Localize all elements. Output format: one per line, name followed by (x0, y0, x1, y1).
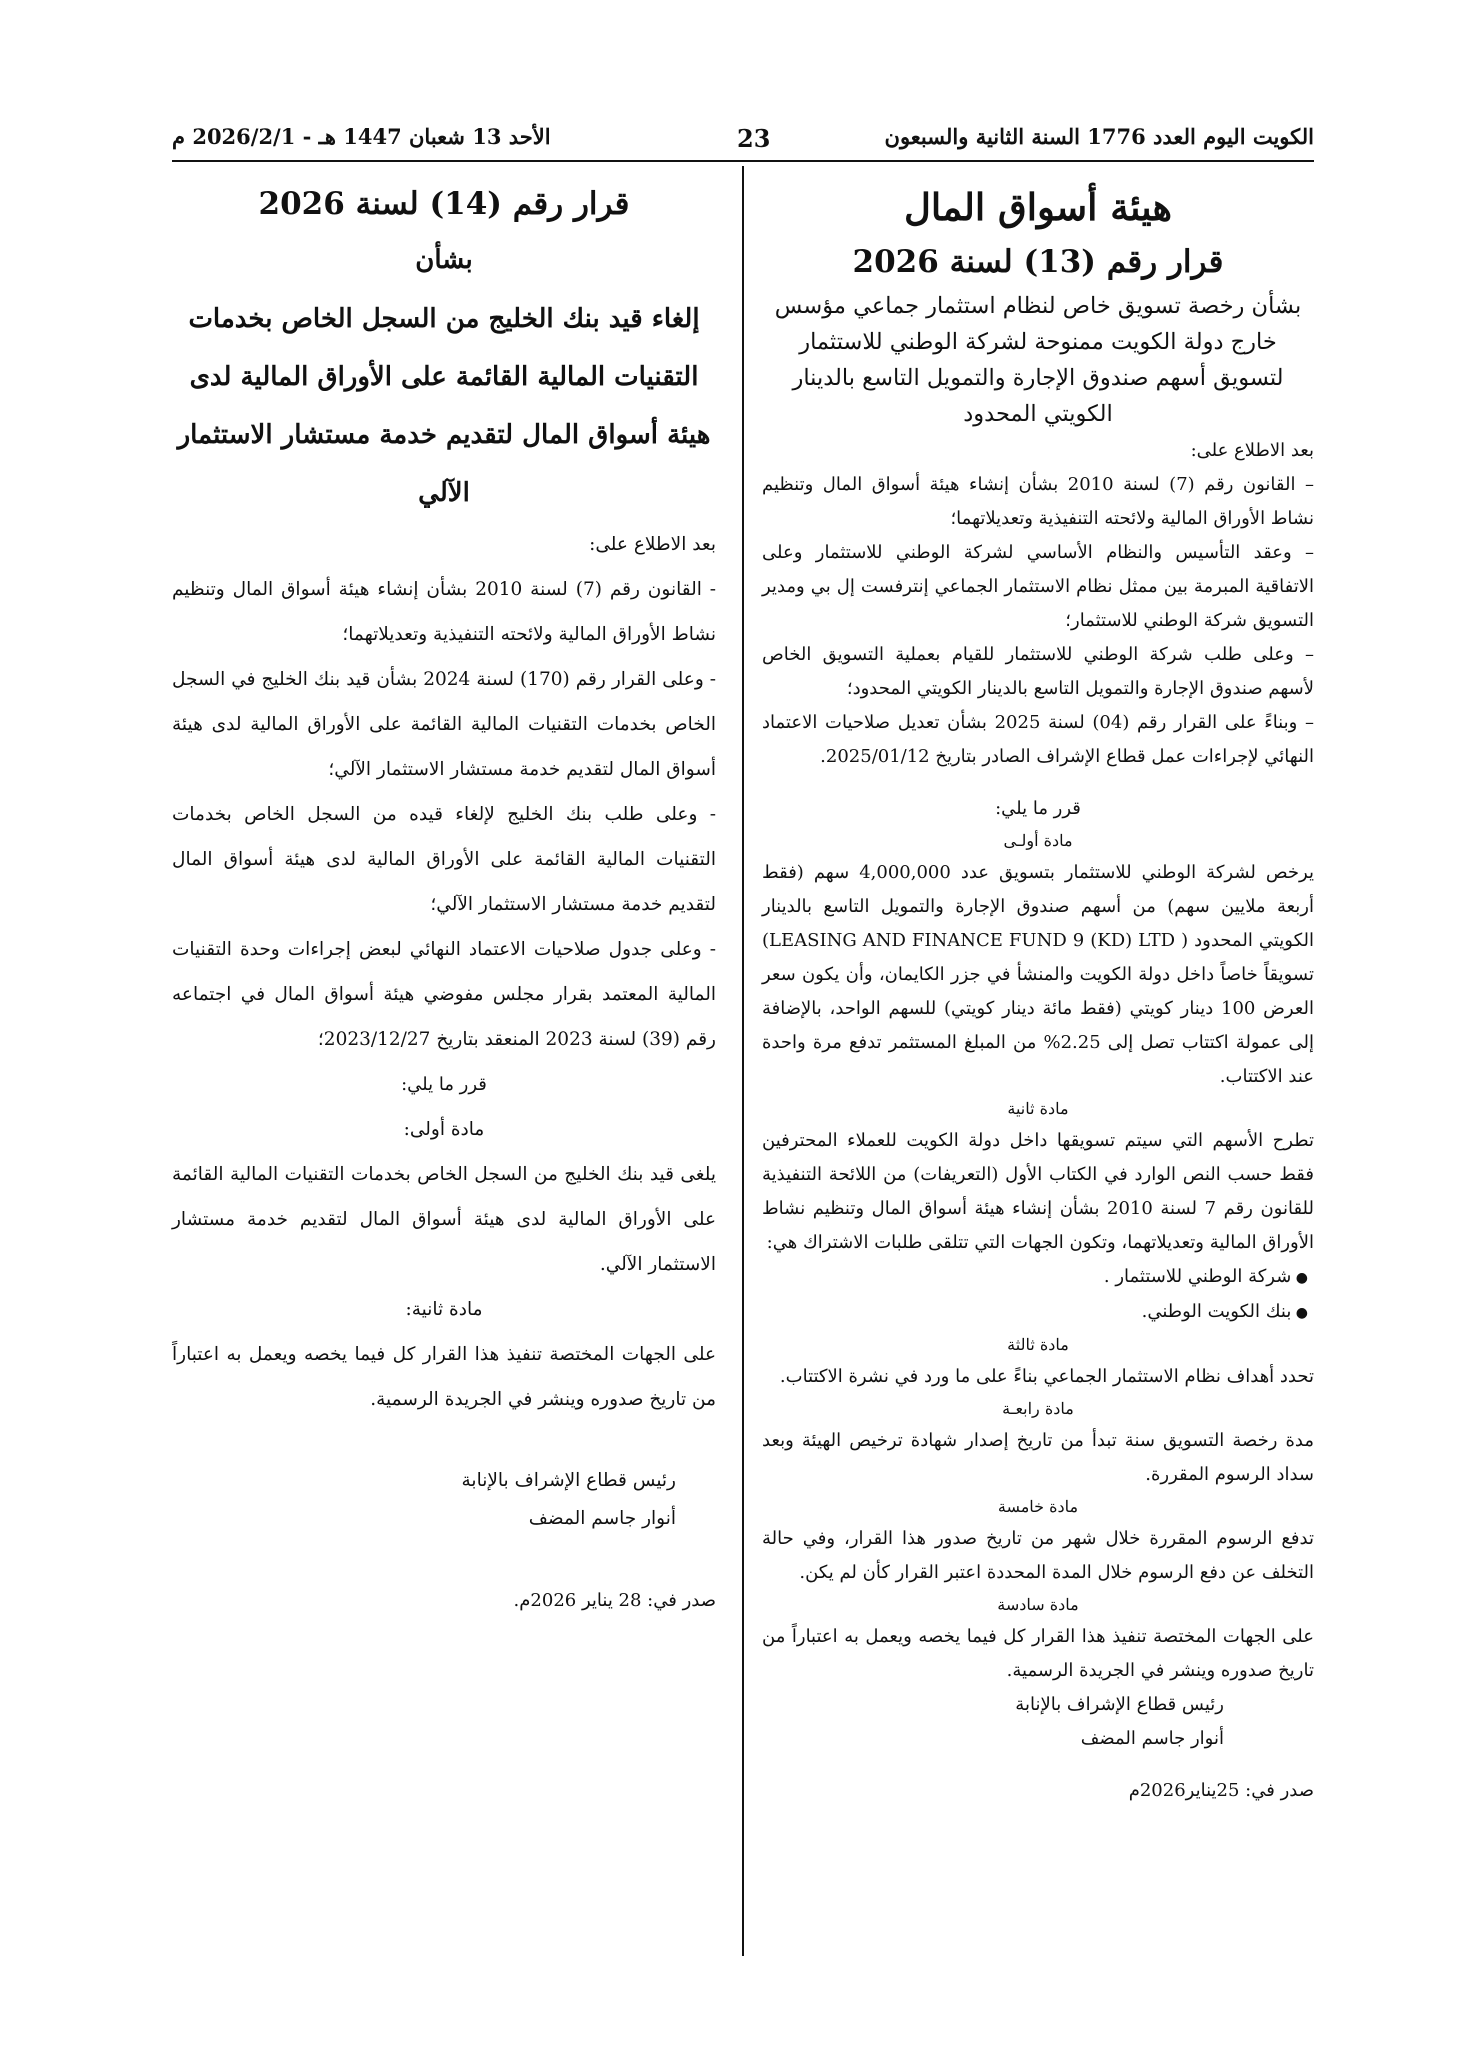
decided-heading: قرر ما يلي: (995, 798, 1081, 819)
signature-title: رئيس قطاع الإشراف بالإنابة (461, 1470, 676, 1491)
article-text: على الجهات المختصة تنفيذ هذا القرار كل فيما يخصه ويعمل به اعتباراً من تاريخ صدوره وينشر في الجريدة الرسمية. (172, 1344, 716, 1410)
issue-date: صدر في: 28 يناير 2026م. (513, 1590, 716, 1611)
decision-13-subject: بشأن رخصة تسويق خاص لنظام استثمار جماعي مؤسس خارج دولة الكويت ممنوحة لشركة الوطني للاستثمار لتسويق أسهم صندوق الإجارة والتمويل التاسع بالدينار الكويتي المحدود (774, 293, 1302, 427)
page-header (172, 124, 1314, 158)
article-title: مادة أولى: (403, 1119, 485, 1140)
preamble-item: - وعلى طلب بنك الخليج لإلغاء قيده من السجل الخاص بخدمات التقنيات المالية القائمة على الأوراق المالية لدى هيئة أسواق المال لتقديم خدمة مستشار الاستثمار الآلي؛ (172, 804, 717, 915)
preamble-item: - القانون رقم (7) لسنة 2010 بشأن إنشاء هيئة أسواق المال وتنظيم نشاط الأوراق المالية ولائحته التنفيذية وتعديلاتهما؛ (172, 579, 717, 645)
article-text: يرخص لشركة الوطني للاستثمار بتسويق عدد 4,000,000 سهم (فقط أربعة ملايين سهم) من أسهم صندوق الإجارة والتمويل التاسع بالدينار الكويتي المحدود ( LEASING AND FINANCE FUND 9 (KD) LTD) تسويقاً خاصاً داخل دولة الكويت والمنشأ في جزر الكايمان، وأن يكون سعر العرض 100 دينار كويتي (فقط مائة دينار كويتي) للسهم الواحد، بالإضافة إلى عمولة اكتتاب تصل إلى 2.25% من المبلغ المستثمر تدفع مرة واحدة عند الاكتتاب. (762, 862, 1315, 1087)
article-text: مدة رخصة التسويق سنة تبدأ من تاريخ إصدار شهادة ترخيص الهيئة وبعد سداد الرسوم المقررة. (762, 1430, 1314, 1485)
preamble-intro: بعد الاطلاع على: (589, 534, 716, 555)
signature-title: رئيس قطاع الإشراف بالإنابة (1015, 1694, 1224, 1715)
preamble-intro: بعد الاطلاع على: (1190, 440, 1314, 461)
agency-title: هيئة أسواق المال (904, 185, 1172, 229)
signature-name: أنوار جاسم المضف (1080, 1728, 1224, 1749)
header-rule (172, 160, 1314, 162)
issue-date: صدر في: 25يناير2026م (1128, 1780, 1314, 1801)
decision-14-title: قرار رقم (14) لسنة 2026 (258, 186, 630, 222)
preamble-item: – وبناءً على القرار رقم (04) لسنة 2025 بشأن تعديل صلاحيات الاعتماد النهائي لإجراءات عمل قطاع الإشراف الصادر بتاريخ 2025/01/12. (762, 712, 1314, 767)
preamble-item: – القانون رقم (7) لسنة 2010 بشأن إنشاء هيئة أسواق المال وتنظيم نشاط الأوراق المالية ولائحته التنفيذية وتعديلاتهما؛ (762, 474, 1314, 529)
decided-heading: قرر ما يلي: (401, 1074, 487, 1095)
header-gazette-issue: الكويت اليوم العدد 1776 السنة الثانية والسبعون (884, 124, 1314, 149)
article-text: يلغى قيد بنك الخليج من السجل الخاص بخدمات التقنيات المالية القائمة على الأوراق المالية لدى هيئة أسواق المال لتقديم خدمة مستشار الاستثمار الآلي. (172, 1164, 716, 1275)
article-title: مادة خامسة (997, 1497, 1079, 1516)
subscription-entities-list (762, 1260, 1314, 1330)
header-date: الأحد 13 شعبان 1447 هـ - 2026/2/1 م (172, 124, 551, 149)
decision-14-subject: إلغاء قيد بنك الخليج من السجل الخاص بخدمات التقنيات المالية القائمة على الأوراق المالية لدى هيئة أسواق المال لتقديم خدمة مستشار الاستثمار الآلي (177, 304, 711, 508)
list-item: ● شركة الوطني للاستثمار . (762, 1260, 1308, 1295)
preamble-item: - وعلى القرار رقم (170) لسنة 2024 بشأن قيد بنك الخليج في السجل الخاص بخدمات التقنيات المالية القائمة على الأوراق المالية لدى هيئة أسواق المال لتقديم خدمة مستشار الاستثمار الآلي؛ (172, 669, 717, 780)
article-title: مادة سادسة (997, 1595, 1079, 1614)
article-text: تدفع الرسوم المقررة خلال شهر من تاريخ صدور هذا القرار، وفي حالة التخلف عن دفع الرسوم خلال المدة المحددة اعتبر القرار كأن لم يكن. (762, 1528, 1314, 1583)
signature-name: أنوار جاسم المضف (528, 1508, 676, 1529)
decision-14-column (172, 178, 716, 1623)
article-text: تطرح الأسهم التي سيتم تسويقها داخل دولة الكويت للعملاء المحترفين فقط حسب النص الوارد في الكتاب الأول (التعريفات) من اللائحة التنفيذية للقانون رقم 7 لسنة 2010 بشأن إنشاء هيئة أسواق المال وتنظيم نشاط الأوراق المالية وتعديلاتهما، وتكون الجهات التي تتلقى طلبات الاشتراك هي: (762, 1130, 1315, 1253)
decision-13-column (762, 178, 1314, 1808)
article-title: مادة ثانية: (405, 1299, 483, 1320)
preamble-item: – وعلى طلب شركة الوطني للاستثمار للقيام بعملية التسويق الخاص لأسهم صندوق الإجارة والتمويل التاسع بالدينار الكويتي المحدود؛ (762, 644, 1314, 699)
list-item: ● بنك الكويت الوطني. (762, 1295, 1308, 1330)
preamble-item: – وعقد التأسيس والنظام الأساسي لشركة الوطني للاستثمار وعلى الاتفاقية المبرمة بين ممثل نظام الاستثمار الجماعي إنترفست إل بي ومدير التسويق شركة الوطني للاستثمار؛ (762, 542, 1314, 631)
article-text: تحدد أهداف نظام الاستثمار الجماعي بناءً على ما ورد في نشرة الاكتتاب. (779, 1366, 1314, 1387)
regarding-label: بشأن (415, 245, 473, 275)
article-text: على الجهات المختصة تنفيذ هذا القرار كل فيما يخصه ويعمل به اعتباراً من تاريخ صدوره وينشر في الجريدة الرسمية. (762, 1626, 1314, 1681)
decision-13-title: قرار رقم (13) لسنة 2026 (852, 244, 1224, 280)
article-title: مادة ثانية (1007, 1099, 1069, 1118)
column-divider (742, 166, 744, 1956)
signature-block (416, 1462, 676, 1538)
preamble-item: - وعلى جدول صلاحيات الاعتماد النهائي لبعض إجراءات وحدة التقنيات المالية المعتمد بقرار مجلس مفوضي هيئة أسواق المال في اجتماعه رقم (39) لسنة 2023 المنعقد بتاريخ 2023/12/27؛ (172, 939, 716, 1050)
header-page-number: 23 (737, 124, 771, 153)
signature-block (762, 1688, 1314, 1756)
article-title: مادة أولـى (1003, 831, 1073, 850)
article-title: مادة ثالثة (1007, 1335, 1069, 1354)
article-title: مادة رابعـة (1002, 1399, 1074, 1418)
